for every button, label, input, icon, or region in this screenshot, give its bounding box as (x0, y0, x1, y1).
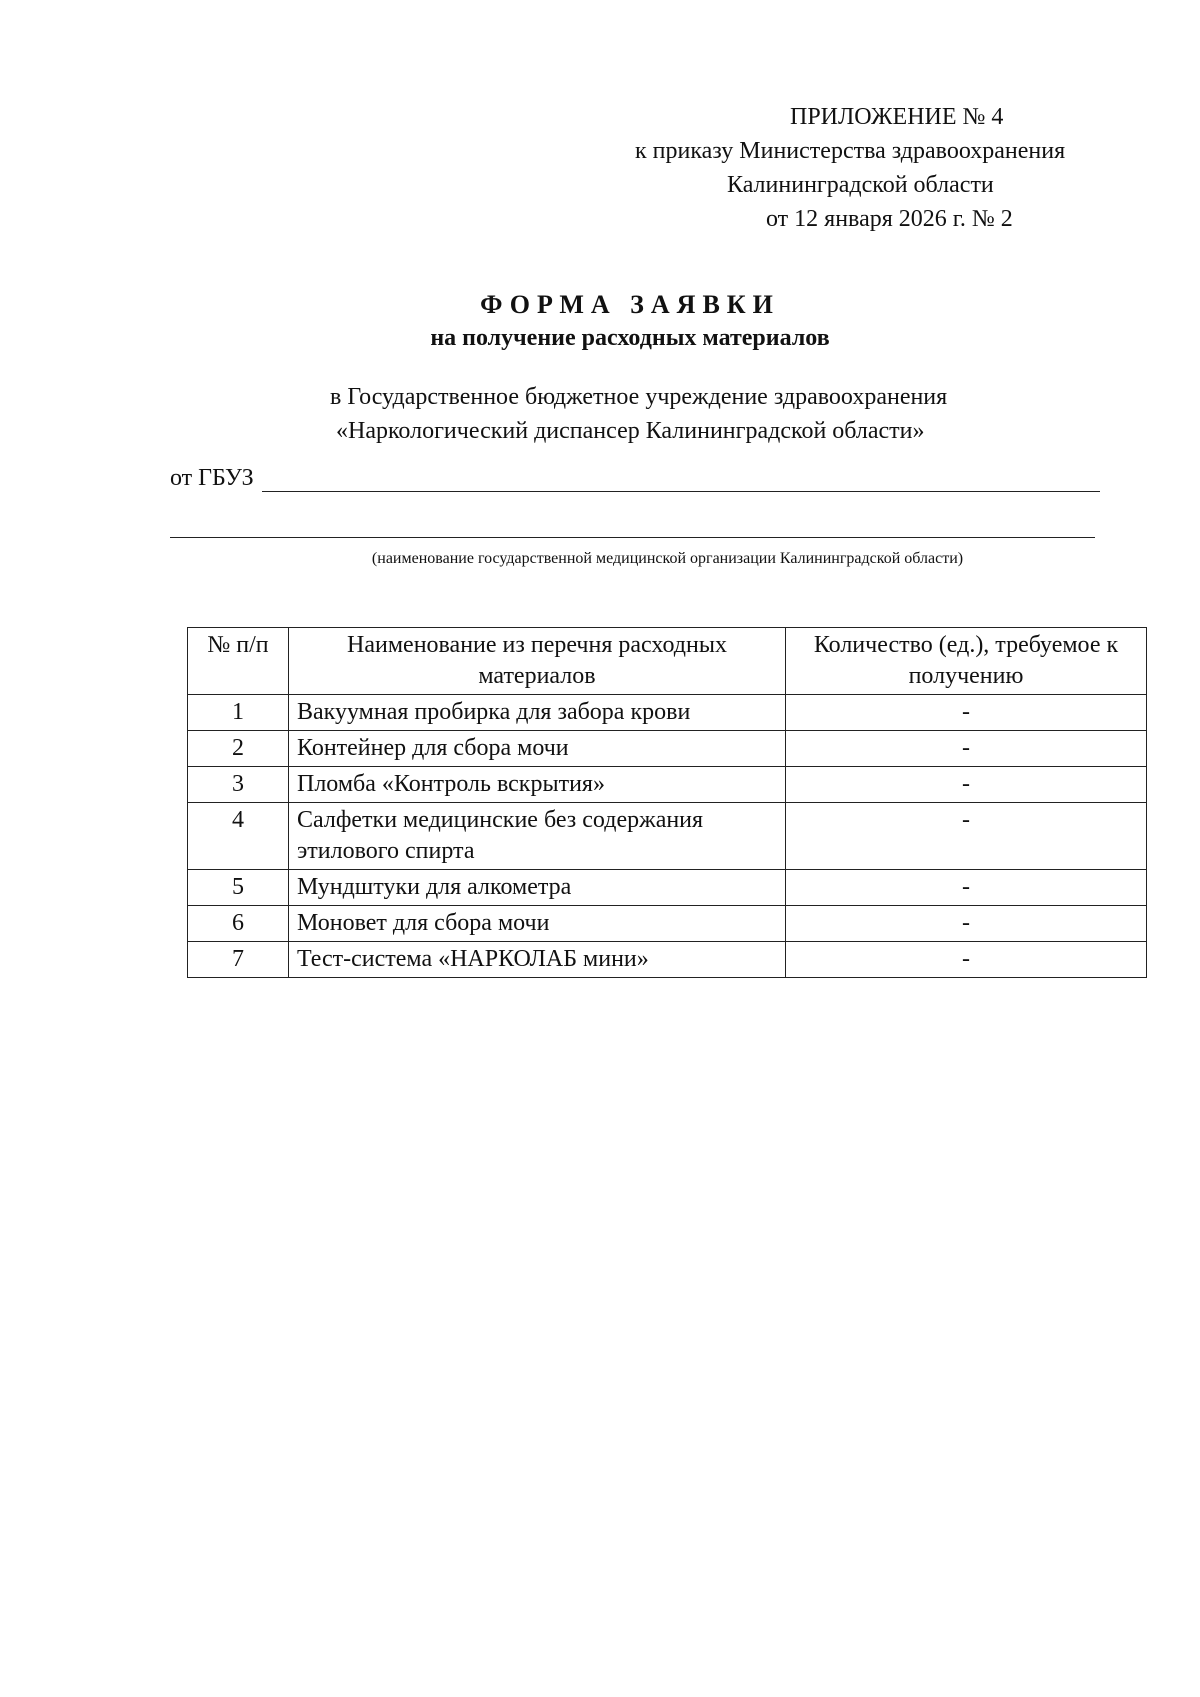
appendix-order-reference: к приказу Министерства здравоохранения (635, 138, 1066, 164)
materials-table (187, 627, 1147, 978)
row-quantity[interactable]: - (786, 870, 1147, 906)
header-number: № п/п (188, 628, 289, 695)
row-number: 3 (188, 767, 289, 803)
table-row (188, 942, 1147, 978)
table-row (188, 803, 1147, 870)
row-name: Контейнер для сбора мочи (289, 731, 786, 767)
row-name: Салфетки медицинские без содержания этилового спирта (289, 803, 786, 870)
organization-caption: (наименование государственной медицинской организации Калининградской области) (371, 550, 964, 567)
row-number: 2 (188, 731, 289, 767)
row-quantity[interactable]: - (786, 767, 1147, 803)
row-number: 4 (188, 803, 289, 870)
organization-blank-line[interactable] (170, 537, 1095, 538)
row-name: Вакуумная пробирка для забора крови (289, 695, 786, 731)
appendix-number: ПРИЛОЖЕНИЕ № 4 (790, 104, 1004, 130)
table-header-row (188, 628, 1147, 695)
form-title: ФОРМА ЗАЯВКИ (480, 290, 780, 319)
appendix-header (600, 100, 1140, 236)
table-row (188, 906, 1147, 942)
from-label: от ГБУЗ (170, 465, 254, 491)
appendix-date: от 12 января 2026 г. № 2 (766, 206, 1013, 232)
row-number: 1 (188, 695, 289, 731)
row-quantity[interactable]: - (786, 731, 1147, 767)
row-name: Моновет для сбора мочи (289, 906, 786, 942)
row-quantity[interactable]: - (786, 803, 1147, 870)
table-row (188, 731, 1147, 767)
header-quantity: Количество (ед.), требуемое к получению (786, 628, 1147, 695)
header-name: Наименование из перечня расходных материалов (289, 628, 786, 695)
form-subtitle: на получение расходных материалов (430, 325, 830, 351)
table-row (188, 767, 1147, 803)
recipient-line-2: «Наркологический диспансер Калининградской области» (336, 418, 925, 444)
recipient-line-1: в Государственное бюджетное учреждение здравоохранения (330, 384, 948, 410)
row-quantity[interactable]: - (786, 942, 1147, 978)
appendix-region: Калининградской области (727, 172, 994, 198)
row-number: 7 (188, 942, 289, 978)
table-row (188, 870, 1147, 906)
row-number: 6 (188, 906, 289, 942)
row-name: Мундштуки для алкометра (289, 870, 786, 906)
row-number: 5 (188, 870, 289, 906)
table-row (188, 695, 1147, 731)
row-quantity[interactable]: - (786, 695, 1147, 731)
row-quantity[interactable]: - (786, 906, 1147, 942)
from-blank-line[interactable] (262, 465, 1100, 492)
row-name: Пломба «Контроль вскрытия» (289, 767, 786, 803)
row-name: Тест-система «НАРКОЛАБ мини» (289, 942, 786, 978)
recipient-block (330, 380, 947, 448)
from-field (170, 465, 1100, 492)
